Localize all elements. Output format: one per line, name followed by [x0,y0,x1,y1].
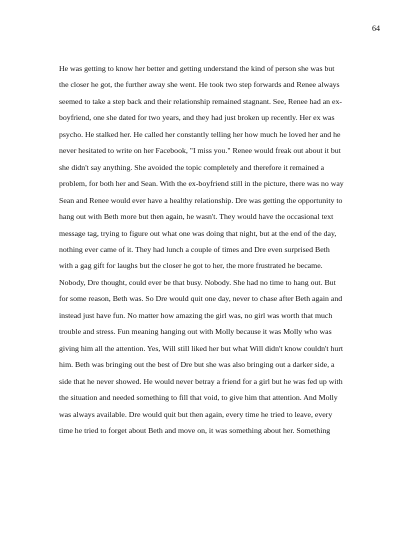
text-line: for some reason, Beth was. So Dre would quit one day, never to chase after Beth again and [59,294,343,304]
text-line: boyfriend, one she dated for two years, and they had just broken up recently. Her ex was [59,113,335,123]
text-line: time he tried to forget about Beth and move on, it was something about her. Something [59,425,331,435]
body-text [59,61,374,439]
text-line: him. Beth was bringing out the best of Dre but she was also bringing out a darker side, a [59,360,335,370]
text-line: trouble and stress. Fun meaning hanging out with Molly because it was Molly who was [59,327,332,337]
text-line: Nobody, Dre thought, could ever be that busy. Nobody. She had no time to hang out. But [59,277,336,287]
text-line: nothing ever came of it. They had lunch a couple of times and Dre even surprised Beth [59,244,330,254]
text-line: the closer he got, the further away she went. He took two step forwards and Renee always [59,80,340,90]
text-line: giving him all the attention. Yes, Will still liked her but what Will didn't know couldn't hurt [59,343,344,353]
text-line: hang out with Beth more but then again, he wasn't. They would have the occasional text [59,212,334,222]
page-number: 64 [372,24,380,33]
text-line: Sean and Renee would ever have a healthy relationship. Dre was getting the opportunity to [59,195,343,205]
text-line: message tag, trying to figure out what one was doing that night, but at the end of the day, [59,228,337,238]
text-line: instead just have fun. No matter how amazing the girl was, no girl was worth that much [59,310,333,320]
text-line: side that he never showed. He would never betray a friend for a girl but he was fed up with [59,376,343,386]
text-line: with a gag gift for laughs but the closer he got to her, the more frustrated he became. [59,261,323,271]
text-line: seemed to take a step back and their relationship remained stagnant. See, Renee had an ex- [59,96,342,106]
text-line: psycho. He stalked her. He called her constantly telling her how much he loved her and he [59,129,341,139]
text-line: problem, for both her and Sean. With the ex-boyfriend still in the picture, there was no way [59,179,344,189]
text-line: never hesitated to write on her Facebook, "I miss you." Renee would freak out about it but [59,146,341,156]
text-line: the situation and needed something to fill that void, to give him that attention. And Molly [59,393,338,403]
text-line: she didn't say anything. She avoided the topic completely and therefore it remained a [59,162,325,172]
text-line: was always available. Dre would quit but then again, every time he tried to leave, every [59,409,333,419]
text-line: He was getting to know her better and getting understand the kind of person she was but [59,64,335,73]
